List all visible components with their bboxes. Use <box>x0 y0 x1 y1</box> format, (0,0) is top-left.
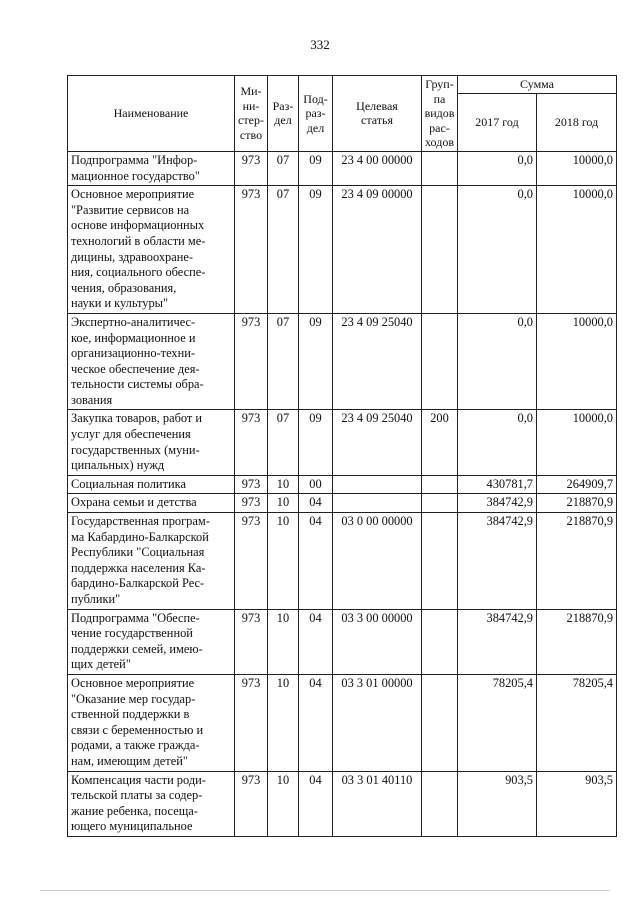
row-expense-group <box>422 674 458 771</box>
row-section: 07 <box>268 186 299 314</box>
row-name: Экспертно-аналитичес- кое, информационное и организационно-техни- ческое обеспечение дея- тельности системы обра- зования <box>68 313 235 410</box>
header-ministry: Ми- ни- стер- ство <box>235 76 268 152</box>
header-section: Раз- дел <box>268 76 299 152</box>
row-expense-group: 200 <box>422 410 458 475</box>
row-name: Охрана семьи и детства <box>68 494 235 513</box>
header-row <box>68 76 617 94</box>
row-sum-2017: 0,0 <box>458 151 537 185</box>
row-sum-2018: 218870,9 <box>537 609 617 674</box>
row-subsection: 04 <box>299 609 333 674</box>
row-sum-2018: 218870,9 <box>537 513 617 610</box>
header-subsection: Под- раз- дел <box>299 76 333 152</box>
row-sum-2018: 903,5 <box>537 771 617 836</box>
row-ministry: 973 <box>235 186 268 314</box>
row-sum-2018: 218870,9 <box>537 494 617 513</box>
row-sum-2018: 10000,0 <box>537 186 617 314</box>
row-name: Подпрограмма "Инфор- мационное государство" <box>68 151 235 185</box>
table-row <box>68 313 617 410</box>
row-ministry: 973 <box>235 410 268 475</box>
row-subsection: 04 <box>299 674 333 771</box>
table-row <box>68 674 617 771</box>
row-section: 07 <box>268 151 299 185</box>
row-ministry: 973 <box>235 151 268 185</box>
row-sum-2017: 903,5 <box>458 771 537 836</box>
row-subsection: 09 <box>299 313 333 410</box>
row-expense-group <box>422 771 458 836</box>
row-ministry: 973 <box>235 494 268 513</box>
row-expense-group <box>422 313 458 410</box>
row-ministry: 973 <box>235 609 268 674</box>
header-name: Наименование <box>68 76 235 152</box>
row-sum-2017: 0,0 <box>458 186 537 314</box>
row-subsection: 09 <box>299 410 333 475</box>
row-target-article: 03 0 00 00000 <box>333 513 422 610</box>
table-row <box>68 186 617 314</box>
row-sum-2018: 264909,7 <box>537 475 617 494</box>
row-name: Компенсация части роди- тельской платы за содер- жание ребенка, посеща- ющего муниципальное <box>68 771 235 836</box>
row-sum-2017: 78205,4 <box>458 674 537 771</box>
row-subsection: 00 <box>299 475 333 494</box>
table-row <box>68 151 617 185</box>
table-row <box>68 513 617 610</box>
row-expense-group <box>422 494 458 513</box>
row-sum-2017: 0,0 <box>458 410 537 475</box>
row-target-article <box>333 475 422 494</box>
row-target-article: 23 4 00 00000 <box>333 151 422 185</box>
row-ministry: 973 <box>235 475 268 494</box>
row-name: Закупка товаров, работ и услуг для обеспечения государственных (муни- ципальных) нужд <box>68 410 235 475</box>
row-sum-2018: 10000,0 <box>537 410 617 475</box>
row-subsection: 09 <box>299 186 333 314</box>
row-ministry: 973 <box>235 513 268 610</box>
row-subsection: 04 <box>299 771 333 836</box>
row-section: 10 <box>268 609 299 674</box>
table-row <box>68 609 617 674</box>
header-target-article: Целевая статья <box>333 76 422 152</box>
row-expense-group <box>422 186 458 314</box>
row-expense-group <box>422 475 458 494</box>
row-ministry: 973 <box>235 674 268 771</box>
row-section: 07 <box>268 410 299 475</box>
row-target-article: 03 3 01 00000 <box>333 674 422 771</box>
header-expense-group: Груп- па видов рас- ходов <box>422 76 458 152</box>
header-sum: Сумма <box>458 76 617 94</box>
row-sum-2017: 384742,9 <box>458 494 537 513</box>
row-section: 10 <box>268 475 299 494</box>
row-sum-2018: 78205,4 <box>537 674 617 771</box>
table-row <box>68 771 617 836</box>
table-body <box>68 151 617 836</box>
row-name: Подпрограмма "Обеспе- чение государственной поддержки семей, имею- щих детей" <box>68 609 235 674</box>
row-subsection: 09 <box>299 151 333 185</box>
row-section: 10 <box>268 771 299 836</box>
row-section: 07 <box>268 313 299 410</box>
row-ministry: 973 <box>235 771 268 836</box>
row-target-article: 23 4 09 25040 <box>333 313 422 410</box>
row-section: 10 <box>268 494 299 513</box>
row-expense-group <box>422 151 458 185</box>
row-expense-group <box>422 513 458 610</box>
row-sum-2017: 0,0 <box>458 313 537 410</box>
row-sum-2017: 384742,9 <box>458 513 537 610</box>
row-section: 10 <box>268 513 299 610</box>
row-expense-group <box>422 609 458 674</box>
header-year-2018: 2018 год <box>537 93 617 151</box>
header-year-2017: 2017 год <box>458 93 537 151</box>
row-ministry: 973 <box>235 313 268 410</box>
row-target-article: 23 4 09 00000 <box>333 186 422 314</box>
row-name: Основное мероприятие "Развитие сервисов на основе информационных технологий в области ме- дицины, здравоохране- ния, социального обеспе- чения, образования, науки и культуры" <box>68 186 235 314</box>
table-row <box>68 494 617 513</box>
table-row <box>68 475 617 494</box>
page-number: 332 <box>310 37 330 52</box>
row-sum-2017: 430781,7 <box>458 475 537 494</box>
row-subsection: 04 <box>299 494 333 513</box>
row-name: Основное мероприятие "Оказание мер государ- ственной поддержки в связи с беременностью и родами, а также гражда- нам, имеющим детей" <box>68 674 235 771</box>
row-section: 10 <box>268 674 299 771</box>
row-sum-2018: 10000,0 <box>537 313 617 410</box>
page-bottom-edge <box>40 890 610 891</box>
row-subsection: 04 <box>299 513 333 610</box>
table-row <box>68 410 617 475</box>
row-sum-2018: 10000,0 <box>537 151 617 185</box>
row-name: Социальная политика <box>68 475 235 494</box>
row-name: Государственная програм- ма Кабардино-Балкарской Республики "Социальная поддержка населения Ка- бардино-Балкарской Рес- публики" <box>68 513 235 610</box>
row-target-article <box>333 494 422 513</box>
row-target-article: 23 4 09 25040 <box>333 410 422 475</box>
budget-table <box>67 75 617 837</box>
row-target-article: 03 3 00 00000 <box>333 609 422 674</box>
row-target-article: 03 3 01 40110 <box>333 771 422 836</box>
row-sum-2017: 384742,9 <box>458 609 537 674</box>
